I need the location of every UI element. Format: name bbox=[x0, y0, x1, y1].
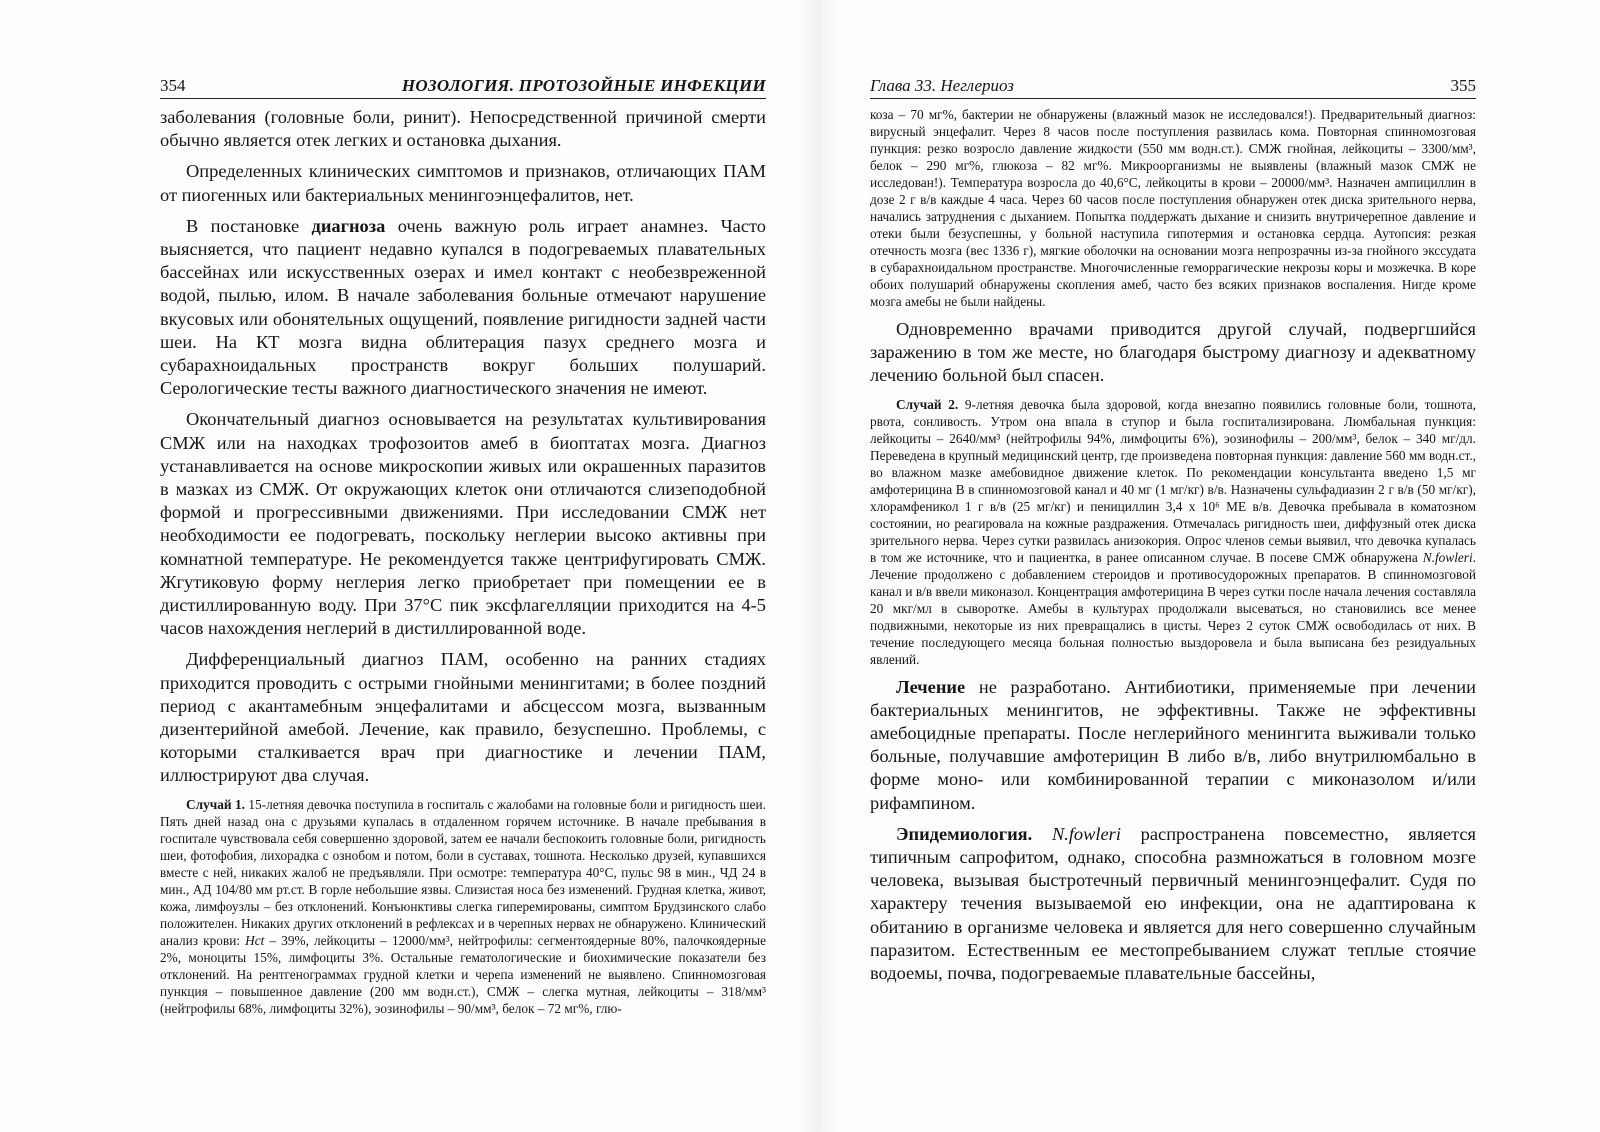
case-1-text-b: – 39%, лейкоциты – 12000/мм³, нейтрофилы: сегментоядерные 80%, палочкоядерные 2%, моноциты 15%, лимфоциты 3%. Остальные гематологические и биохимические показатели без отклонений. На рентгенограммах грудной клетки и черепа изменений не выявлено. Спинномозговая пункция – повышенное давление (200 мм водн.ст.), СМЖ – слегка мутная, лейкоциты – 318/мм³ (нейтрофилы 68%, лимфоциты 32%), эозинофилы – 90/мм³, белок – 72 мг%, глю- bbox=[160, 932, 766, 1016]
case-1-text-a: 15-летняя девочка поступила в госпиталь с жалобами на головные боли и ригидность шеи. Пять дней назад она с друзьями купалась в отдаленном горячем источнике. В начале пребывания в госпитале чувствовала себя совершенно здоровой, затем ее начали беспокоить головные боли, ригидность шеи, фотофобия, лихорадка с ознобом и потом, боли в суставах, тошнота. Несколько друзей, купавшихся вместе с ней, никаких жалоб не предъявляли. При осмотре: температура 40°С, пульс 98 в мин., ЧД 24 в мин., АД 104/80 мм рт.ст. В горле небольшие язвы. Слизистая носа без изменений. Грудная клетка, живот, кожа, лимфоузлы – без отклонений. Конъюнктивы слегка гиперемированы, симптом Брудзинского слабо положителен. Никаких других отклонений в рефлексах и в черепных нервах не обнаружено. Клинический анализ крови: bbox=[160, 796, 766, 948]
paragraph-epidemiology bbox=[870, 823, 1476, 985]
case-2-text-a: 9-летняя девочка была здоровой, когда внезапно появились головные боли, тошнота, рвота, сонливость. Утром она впала в ступор и была госпитализирована. Люмбальная пункция: лейкоциты – 2640/мм³ (нейтрофилы 94%, лимфоциты 6%), эозинофилы – 200/мм³, белок – 340 мг/дл. Переведена в крупный медицинский центр, где произведена повторная пункция: давление 560 мм водн.ст., во влажном мазке амебовидное движение клеток. По рекомендации консультанта введено 1,5 мг амфотерицина В в спинномозговой канал и 40 мг (1 мг/кг) в/в. Назначены сульфадиазин 2 г в/в (50 мг/кг), хлорамфеникол 1 г в/в (25 мг/кг) и пенициллин 3,4 х 10⁶ МЕ в/в. Девочка пребывала в коматозном состоянии, но реагировала на кожные раздражения. Отмечалась ригидность шеи, диффузный отек диска зрительного нерва. Через сутки развилась анизокория. Опрос членов семьи выявил, что девочка купалась в том же источнике, что и пациентка, в ранее описанном случае. В посеве СМЖ обнаружена bbox=[870, 396, 1476, 565]
left-page-number: 354 bbox=[160, 76, 186, 95]
epidemiology-term: Эпидемиология. bbox=[896, 823, 1033, 844]
left-page bbox=[160, 76, 766, 1025]
epidemiology-species: N.fowleri bbox=[1051, 823, 1121, 844]
paragraph-second-case: Одновременно врачами приводится другой случай, подвергшийся заражению в том же месте, но благодаря быстрому диагнозу и адекватному лечению больной был спасен. bbox=[870, 319, 1476, 386]
paragraph-death-cause: заболевания (головные боли, ринит). Непосредственной причиной смерти обычно является отек легких и остановка дыхания. bbox=[160, 107, 766, 151]
case-1-continuation: коза – 70 мг%, бактерии не обнаружены (влажный мазок не исследовался!). Предварительный диагноз: вирусный энцефалит. Через 8 часов после поступления развилась кома. Повторная спинномозговая пункция: резко возросло давление жидкости (550 мм водн.ст.). СМЖ гнойная, лейкоциты – 3300/мм³, белок – 290 мг%, глюкоза – 82 мг%. Микроорганизмы не выявлены (влажный мазок СМЖ не исследован!). Температура возросла до 40,6°С, лейкоциты в крови – 20000/мм³. Назначен ампициллин в дозе 2 г в/в каждые 4 часа. Через 60 часов после поступления обнаружен отек диска зрительного нерва, начались затруднения с дыханием. Попытка поддержать дыхание и снизить внутричерепное давление и отеки были безуспешны, у больной наступила гипотермия и остановка сердца. Аутопсия: резкая отечность мозга (вес 1336 г), мягкие оболочки на основании мозга непрозрачны из-за гнойного экссудата в субарахноидальном пространстве. Многочисленные геморрагические некрозы коры и мозжечка. В коре обоих полушарий обнаружены скопления амеб, часто без всяких признаков воспаления. Нигде кроме мозга амебы не были найдены. bbox=[870, 107, 1476, 309]
treatment-rest: не разработано. Антибиотики, применяемые при лечении бактериальных менингитов, не эффективны. Также не эффективны амебоцидные препараты. После неглерийного менингита выживали только больные, получавшие амфотерицин В либо в/в, либо внутрилюмбально в форме моно- или комбинированной терапии с миконазолом и/или рифампином. bbox=[870, 676, 1476, 813]
left-running-title: НОЗОЛОГИЯ. ПРОТОЗОЙНЫЕ ИНФЕКЦИИ bbox=[401, 76, 766, 95]
paragraph-final-diagnosis: Окончательный диагноз основывается на результатах культивирования СМЖ или на находках трофозоитов амеб в биоптатах мозга. Диагноз устанавливается на основе микроскопии живых или окрашенных паразитов в мазках из СМЖ. От окружающих клеток они отличаются слизеподобной формой и прогрессивными движениями. При исследовании СМЖ нет необходимости ее подогревать, поскольку неглерии высоко активны при комнатной температуре. Не рекомендуется также центрифугировать СМЖ. Жгутиковую форму неглерия легко приобретает при помещении ее в дистиллированную воду. При 37°С пик эксфлагелляции приходится на 4-5 часов нахождения неглерий в дистиллированной воде. bbox=[160, 409, 766, 639]
book-gutter bbox=[797, 0, 843, 1132]
case-2 bbox=[870, 396, 1476, 668]
paragraph-diagnosis bbox=[160, 215, 766, 401]
epidemiology-rest: распространена повсеместно, является типичным сапрофитом, однако, способна размножаться в головном мозге человека, вызывая быстротечный первичный менингоэнцефалит. Судя по характеру течения вызываемой ею инфекции, она не адаптирована к обитанию в организме человека и является для него совершенно случайным паразитом. Естественным ее местопребыванием служат теплые стоячие водоемы, почва, подогреваемые плавательные бассейны, bbox=[870, 823, 1476, 984]
left-running-head bbox=[160, 76, 766, 99]
case-2-text-b: . Лечение продолжено с добавлением стероидов и противосудорожных препаратов. В спинномозговой канал и в/в ввели миконазол. Концентрация амфотерицина В через сутки после начала лечения составляла 20 мкг/мл в сыворотке. Амебы в культурах продолжали высеваться, но становились все менее подвижными, некоторые из них превращались в цисты. Через 2 суток СМЖ освободилась от них. В течение последующего месяца больная полностью выздоровела и была выписана без резидуальных явлений. bbox=[870, 549, 1476, 667]
right-page-number: 355 bbox=[1450, 76, 1476, 95]
case-1 bbox=[160, 796, 766, 1017]
diagnosis-lead: В постановке bbox=[186, 215, 312, 236]
diagnosis-rest: очень важную роль играет анамнез. Часто выясняется, что пациент недавно купался в подогреваемых плавательных бассейнах или искусственных озерах и имел контакт с необезвреженной водой, пылью, илом. В начале заболевания больные отмечают нарушение вкусовых или обонятельных ощущений, появление ригидности задней части шеи. На КТ мозга видна облитерация пазух среднего мозга и субарахноидальных пространств вокруг больших полушарий. Серологические тесты важного диагностического значения не имеют. bbox=[160, 215, 766, 399]
epidemiology-space bbox=[1032, 824, 1052, 844]
case-1-hct: Hct bbox=[245, 932, 265, 948]
right-page bbox=[870, 76, 1476, 993]
right-running-title: Глава 33. Неглериоз bbox=[870, 76, 1014, 95]
right-running-head bbox=[870, 76, 1476, 99]
diagnosis-term: диагноза bbox=[311, 215, 386, 236]
case-2-label: Случай 2. bbox=[896, 396, 959, 412]
paragraph-no-specific-symptoms: Определенных клинических симптомов и признаков, отличающих ПАМ от пиогенных или бактериальных менингоэнцефалитов, нет. bbox=[160, 161, 766, 205]
paragraph-treatment bbox=[870, 676, 1476, 815]
case-2-species: N.fowleri bbox=[1422, 549, 1473, 565]
treatment-term: Лечение bbox=[896, 676, 966, 697]
paragraph-differential-diagnosis: Дифференциальный диагноз ПАМ, особенно на ранних стадиях приходится проводить с острыми гнойными менингитами; в более поздний период с акантамебным энцефалитами и абсцессом мозга, вызванным дизентерийной амебой. Лечение, как правило, безуспешно. Проблемы, с которыми сталкивается врач при диагностике и лечении ПАМ, иллюстрируют два случая. bbox=[160, 649, 766, 786]
case-1-label: Случай 1. bbox=[186, 796, 245, 812]
